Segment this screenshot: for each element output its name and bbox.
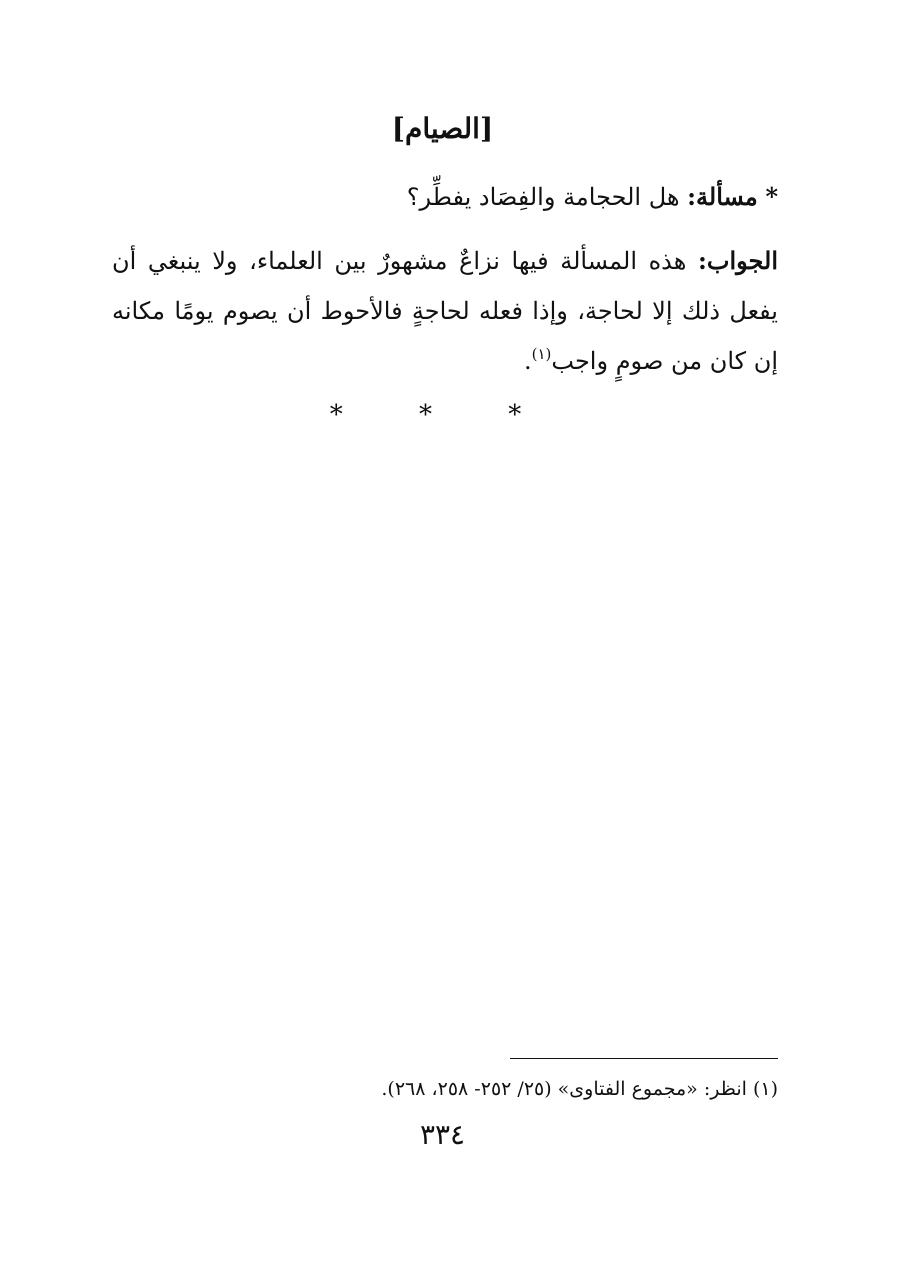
section-title: [الصيام] xyxy=(391,112,494,145)
footnote xyxy=(112,1076,778,1103)
footnote-reference[interactable]: (١) xyxy=(531,345,552,363)
footnote-divider xyxy=(510,1058,778,1059)
footnote-number: (١) xyxy=(752,1078,778,1100)
footnote-text: انظر: «مجموع الفتاوى» (٢٥/ ٢٥٢- ٢٥٨، ٢٦٨). xyxy=(381,1078,747,1100)
section-separator: * * * xyxy=(329,400,556,430)
page-number: ٣٣٤ xyxy=(419,1118,466,1151)
answer-paragraph xyxy=(112,236,778,386)
question-marker: * xyxy=(765,182,778,211)
question-label: مسألة: xyxy=(687,182,758,211)
answer-text: هذه المسألة فيها نزاعٌ مشهورٌ بين العلماء، ولا ينبغي أن يفعل ذلك إلا لحاجة، وإذا فعله لحاجةٍ فالأحوط أن يصوم يومًا مكانه إن كان من صومٍ واجب xyxy=(112,247,778,375)
answer-end-punctuation: . xyxy=(523,347,532,375)
question-paragraph xyxy=(118,180,778,215)
question-text: هل الحجامة والفِصَاد يفطِّر؟ xyxy=(406,183,680,211)
answer-label: الجواب: xyxy=(698,246,778,275)
